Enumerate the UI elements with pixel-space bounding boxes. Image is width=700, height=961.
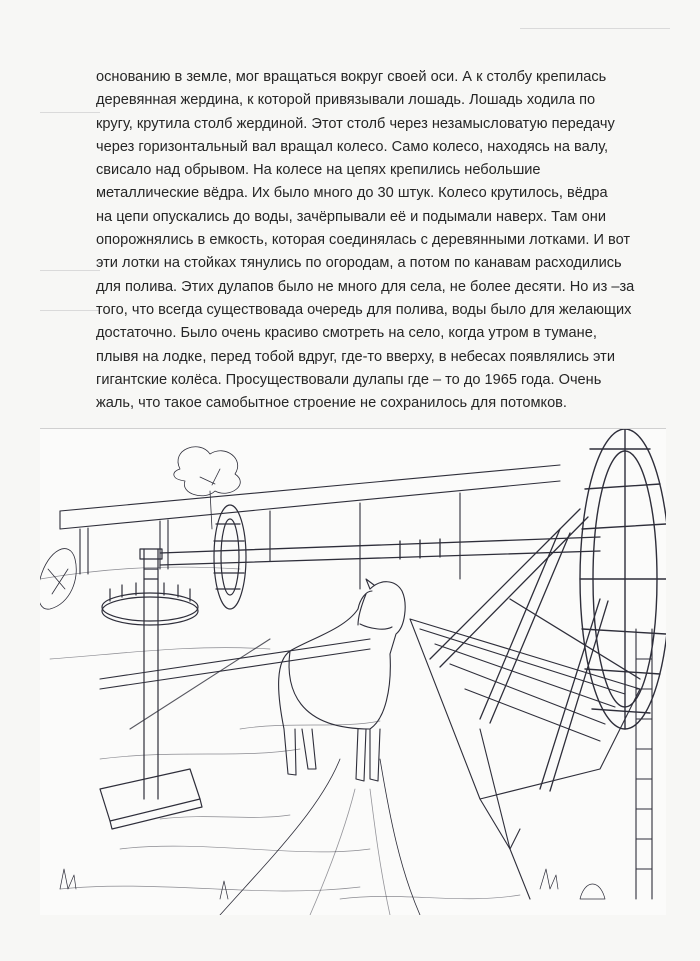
sketch-svg	[40, 429, 666, 915]
bleed-through-line	[520, 28, 670, 29]
text-line: плывя на лодке, перед тобой вдруг, где-то вверху, в небесах появлялись эти	[96, 348, 616, 365]
gear-wheel	[214, 505, 246, 609]
ground-hatching	[40, 567, 520, 899]
text-line: эти лотки на стойках тянулись по огородам, а потом по канавам расходились	[96, 255, 622, 272]
foot-path	[220, 759, 420, 915]
text-line: достаточно. Было очень красиво смотреть на село, когда утром в тумане,	[96, 325, 597, 342]
text-line: деревянная жердина, к которой привязывали лошадь. Лошадь ходила по	[96, 92, 596, 109]
text-line: через горизонтальный вал вращал колесо. Само колесо, находясь на валу,	[96, 138, 609, 155]
dulap-waterwheel-sketch	[40, 428, 666, 915]
harness-pole	[100, 639, 370, 729]
text-line: для полива. Этих дулапов было не много для села, не более десяти. Но из –за	[96, 278, 635, 295]
bleed-through-line	[40, 112, 100, 113]
bleed-through-line	[40, 270, 100, 271]
text-line: кругу, крутила столб жердиной. Этот столб через незамысловатую передачу	[96, 115, 615, 132]
text-line: основанию в земле, мог вращаться вокруг своей оси. А к столбу крепилась	[96, 69, 607, 85]
text-line: металлические вёдра. Их было много до 30 штук. Колесо крутилось, вёдра	[96, 185, 608, 202]
text-line: опорожнялись в емкость, которая соединялась с деревянными лотками. И вот	[96, 232, 631, 249]
bucket-chain	[636, 629, 652, 899]
text-line: жаль, что такое самобытное строение не сохранилось для потомков.	[96, 395, 567, 412]
bleed-through-line	[40, 310, 100, 311]
bridge-deck	[410, 619, 640, 899]
horse	[279, 579, 406, 781]
capstan-post	[100, 549, 202, 829]
article-text	[96, 66, 656, 415]
grass	[60, 869, 605, 899]
support-beams	[430, 509, 640, 791]
text-line: того, что всегда существовада очередь для полива, воды было для желающих	[96, 301, 632, 318]
text-line: на цепи опускались до воды, зачёрпывали её и подымали наверх. Там они	[96, 208, 606, 225]
bush	[40, 549, 76, 610]
text-line: свисало над обрывом. На колесе на цепях крепились небольшие	[96, 162, 541, 179]
water-trough	[60, 465, 560, 589]
text-line: гигантские колёса. Просуществовали дулапы где – то до 1965 года. Очень	[96, 371, 602, 388]
